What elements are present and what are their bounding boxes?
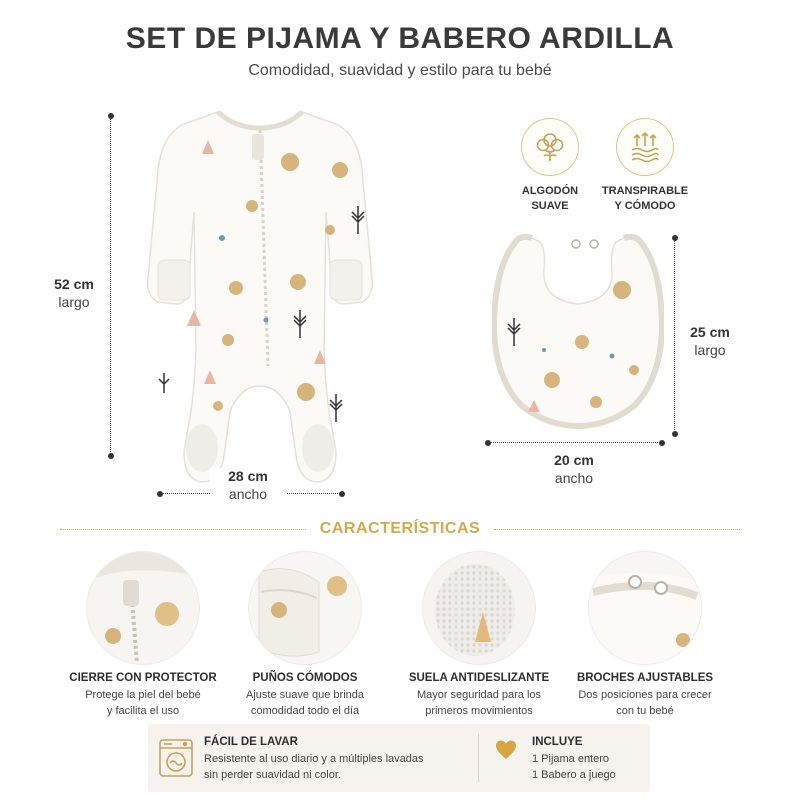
bib-width-label	[536, 452, 612, 487]
pajama-width-value: 28 cm	[228, 468, 268, 484]
feature-cuffs	[220, 552, 390, 720]
features-heading-label: CARACTERÍSTICAS	[319, 520, 481, 537]
bib-image	[492, 230, 664, 430]
includes-info	[532, 736, 652, 784]
washing-machine-icon	[158, 738, 194, 778]
pajama-length-line	[110, 116, 111, 456]
pajama-length-label	[46, 276, 102, 311]
bib-width-line	[488, 442, 662, 443]
feature-sole-desc-2: primeros movimientos	[425, 704, 533, 717]
feature-snaps-desc-1: Dos posiciones para crecer	[578, 689, 712, 701]
cotton-badge	[495, 118, 605, 214]
feature-cuffs-title: PUÑOS CÓMODOS	[252, 672, 358, 684]
cotton-badge-line1: ALGODÓN	[521, 185, 579, 197]
includes-title: INCLUYE	[532, 736, 583, 748]
feature-cuffs-desc-2: comodidad todo el día	[250, 704, 360, 717]
bib-length-line	[674, 238, 675, 434]
feature-zipper-desc-2: y facilita el uso	[106, 704, 180, 717]
pajama-length-unit: largo	[58, 293, 90, 310]
snaps-closeup-image	[589, 552, 701, 664]
care-info-panel	[148, 724, 650, 792]
features-heading	[60, 520, 740, 540]
bib-width-value: 20 cm	[554, 452, 594, 468]
bib-length-value: 25 cm	[690, 324, 730, 340]
cuffs-closeup-image	[249, 552, 361, 664]
feature-snaps-title: BROCHES AJUSTABLES	[576, 672, 714, 684]
pajama-image	[140, 100, 380, 500]
page-title: SET DE PIJAMA Y BABERO ARDILLA	[125, 22, 675, 55]
feature-snaps	[560, 552, 730, 720]
breathable-badge	[590, 118, 700, 214]
feature-zipper-title: CIERRE CON PROTECTOR	[69, 672, 217, 684]
wash-info	[204, 736, 454, 784]
wash-line-2: sin perder suavidad ni color.	[204, 768, 341, 781]
feature-sole	[394, 552, 564, 720]
page-subtitle: Comodidad, suavidad y estilo para tu bebé	[248, 62, 552, 79]
sole-closeup-image	[423, 552, 535, 664]
feature-zipper-desc-1: Protege la piel del bebé	[85, 689, 201, 701]
feature-zipper	[58, 552, 228, 720]
feature-cuffs-desc-1: Ajuste suave que brinda	[245, 689, 365, 701]
cotton-badge-line2: SUAVE	[531, 199, 569, 212]
pajama-width-unit: ancho	[228, 485, 268, 502]
zipper-closeup-image	[87, 552, 199, 664]
includes-line-1: 1 Pijama entero	[532, 753, 610, 765]
bib-length-label	[682, 324, 738, 359]
cotton-icon	[533, 130, 567, 164]
wash-line-1: Resistente al uso diario y a múltiples lavadas	[204, 753, 424, 765]
heart-icon	[494, 738, 518, 762]
bib-width-unit: ancho	[554, 469, 594, 486]
pajama-length-value: 52 cm	[54, 276, 94, 292]
breathable-badge-line1: TRANSPIRABLE	[601, 185, 689, 197]
wash-title: FÁCIL DE LAVAR	[204, 736, 298, 748]
breathable-badge-line2: Y CÓMODO	[614, 199, 676, 212]
includes-line-2: 1 Babero a juego	[532, 768, 616, 781]
feature-sole-desc-1: Mayor seguridad para los	[416, 689, 542, 701]
bib-length-unit: largo	[694, 341, 726, 358]
pajama-width-label	[210, 468, 286, 503]
breathable-fabric-icon	[628, 130, 662, 164]
panel-divider	[478, 734, 479, 782]
feature-sole-title: SUELA ANTIDESLIZANTE	[408, 672, 550, 684]
heading-divider-right	[494, 529, 740, 530]
feature-snaps-desc-2: con tu bebé	[616, 704, 674, 717]
